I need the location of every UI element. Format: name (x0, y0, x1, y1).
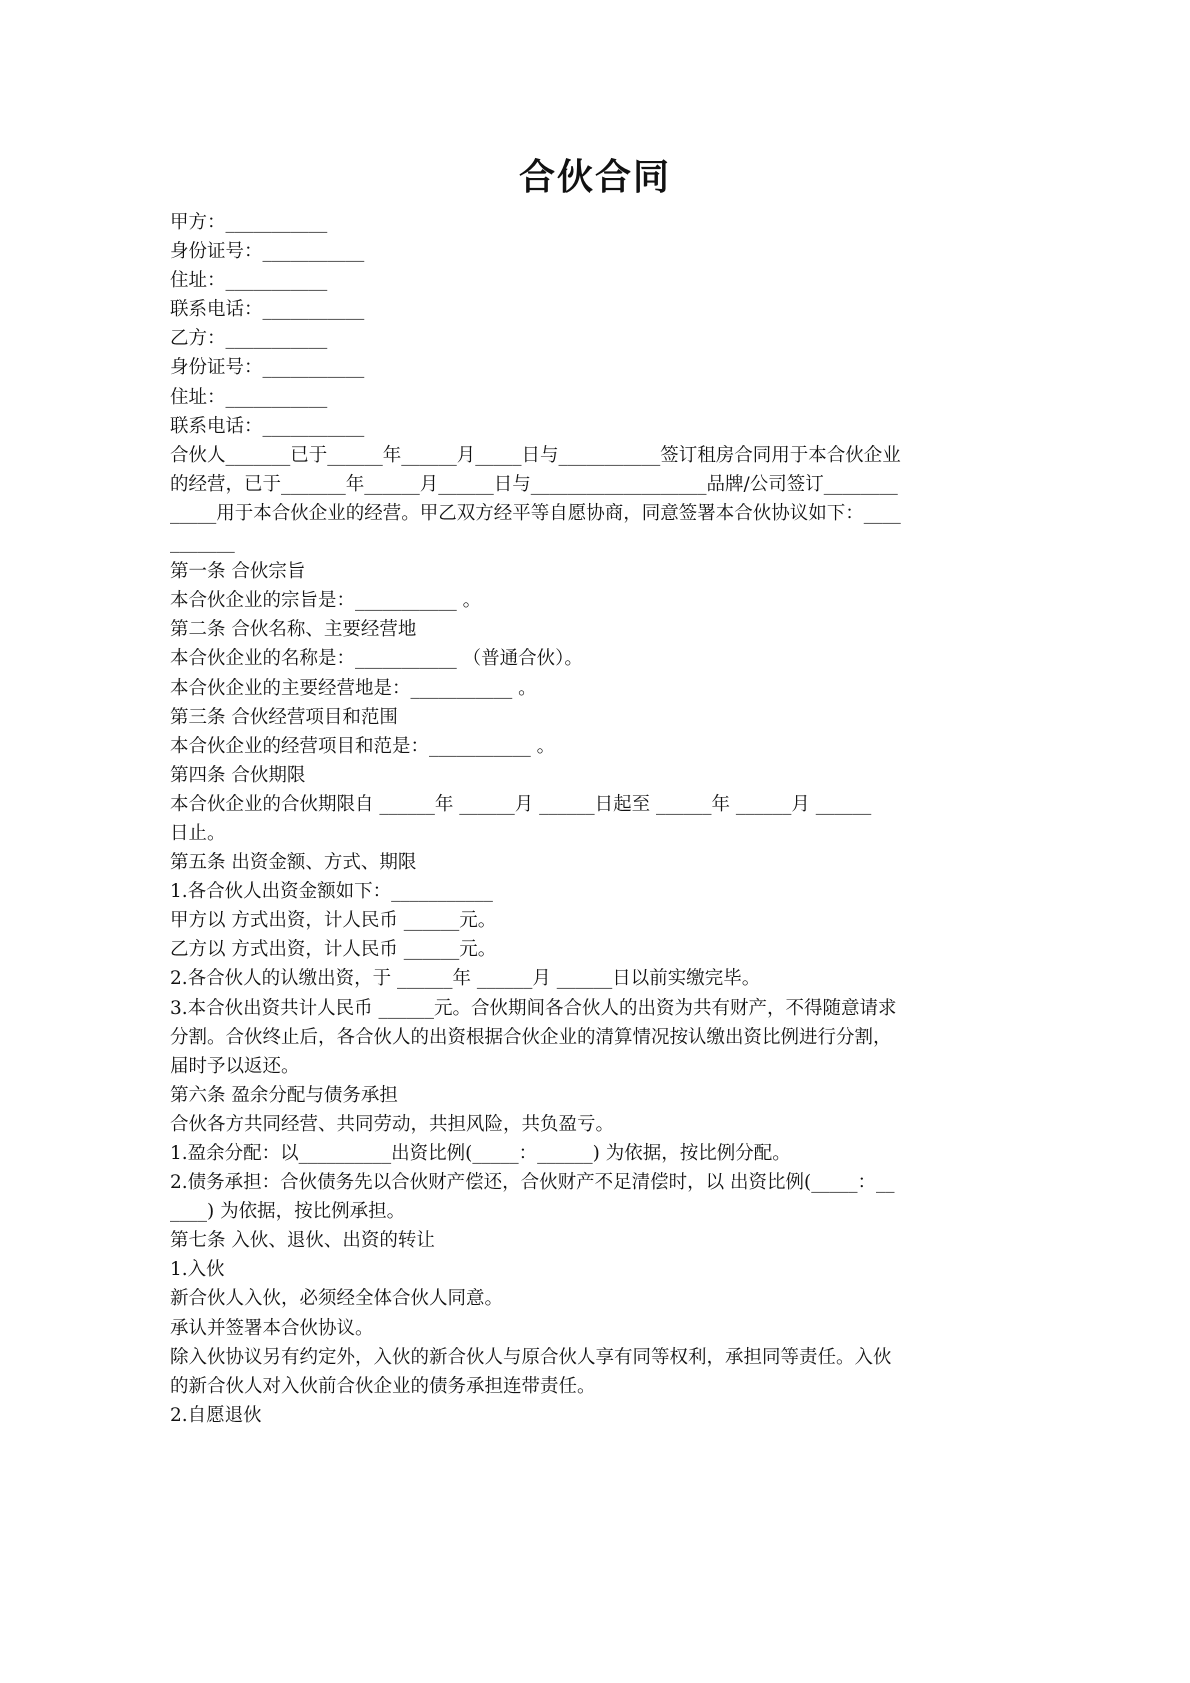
document-line: 联系电话：___________ (170, 299, 365, 321)
document-page (170, 148, 1020, 1430)
document-line: 联系电话：___________ (170, 415, 365, 437)
document-line: 的经营，已于_______年______月______日与___________________品牌/公司签订________ (170, 473, 898, 495)
document-line: 身份证号：___________ (170, 357, 365, 379)
document-line: 除入伙协议另有约定外，入伙的新合伙人与原合伙人享有同等权利，承担同等责任。入伙 (170, 1346, 892, 1368)
document-line: 第六条 盈余分配与债务承担 (170, 1084, 398, 1106)
document-line: 承认并签署本合伙协议。 (170, 1317, 374, 1339)
document-line: 新合伙人入伙，必须经全体合伙人同意。 (170, 1288, 504, 1310)
document-line: 本合伙企业的经营项目和范是：___________ 。 (170, 735, 556, 757)
document-line: 乙方：___________ (170, 328, 328, 350)
document-line: 日止。 (170, 822, 226, 844)
document-line: 分割。合伙终止后，各合伙人的出资根据合伙企业的清算情况按认缴出资比例进行分割， (170, 1026, 892, 1048)
document-body (170, 208, 1020, 1430)
document-line: 第七条 入伙、退伙、出资的转让 (170, 1230, 435, 1252)
document-line: 2.债务承担：合伙债务先以合伙财产偿还，合伙财产不足清偿时，以 出资比例(_____：__ (170, 1172, 895, 1194)
document-line: 1.各合伙人出资金额如下：___________ (170, 881, 493, 903)
document-line: 的新合伙人对入伙前合伙企业的债务承担连带责任。 (170, 1375, 596, 1397)
document-line: 甲方以 方式出资，计人民币 ______元。 (170, 910, 497, 932)
document-line: 合伙各方共同经营、共同劳动，共担风险，共负盈亏。 (170, 1113, 615, 1135)
document-line: 甲方：___________ (170, 212, 328, 233)
document-line: 1.盈余分配：以__________出资比例(_____：______) 为依据，按比例分配。 (170, 1143, 791, 1164)
document-line: 2.各合伙人的认缴出资，于 ______年 ______月 ______日以前实缴完毕。 (170, 968, 761, 990)
document-line: 住址：___________ (170, 270, 328, 292)
document-line: 身份证号：___________ (170, 241, 365, 263)
document-line: 第五条 出资金额、方式、期限 (170, 852, 417, 874)
document-line: 住址：___________ (170, 386, 328, 408)
document-line: 本合伙企业的主要经营地是：___________ 。 (170, 677, 537, 699)
document-line: 第二条 合伙名称、主要经营地 (170, 619, 417, 641)
document-line: 3.本合伙出资共计人民币 ______元。合伙期间各合伙人的出资为共有财产，不得随意请求 (170, 997, 897, 1019)
document-line: 第三条 合伙经营项目和范围 (170, 706, 398, 728)
document-line: 第一条 合伙宗旨 (170, 561, 306, 583)
document-title: 合伙合同 (518, 157, 671, 198)
document-line: ____) 为依据，按比例承担。 (170, 1201, 406, 1223)
document-line: 合伙人_______已于______年______月_____日与___________签订租房合同用于本合伙企业 (170, 444, 901, 466)
document-line: _______ (170, 532, 235, 554)
document-line: 2.自愿退伙 (170, 1404, 262, 1426)
document-line: 1.入伙 (170, 1259, 225, 1281)
document-line: 届时予以返还。 (170, 1055, 300, 1077)
document-line: _____用于本合伙企业的经营。甲乙双方经平等自愿协商，同意签署本合伙协议如下：____ (170, 502, 901, 524)
document-line: 本合伙企业的名称是：___________ （普通合伙）。 (170, 648, 583, 670)
document-line: 本合伙企业的合伙期限自 ______年 ______月 ______日起至 ______年 ______月 ______ (170, 793, 872, 815)
document-line: 乙方以 方式出资，计人民币 ______元。 (170, 939, 497, 961)
document-line: 本合伙企业的宗旨是：___________ 。 (170, 590, 482, 612)
document-line: 第四条 合伙期限 (170, 764, 306, 786)
